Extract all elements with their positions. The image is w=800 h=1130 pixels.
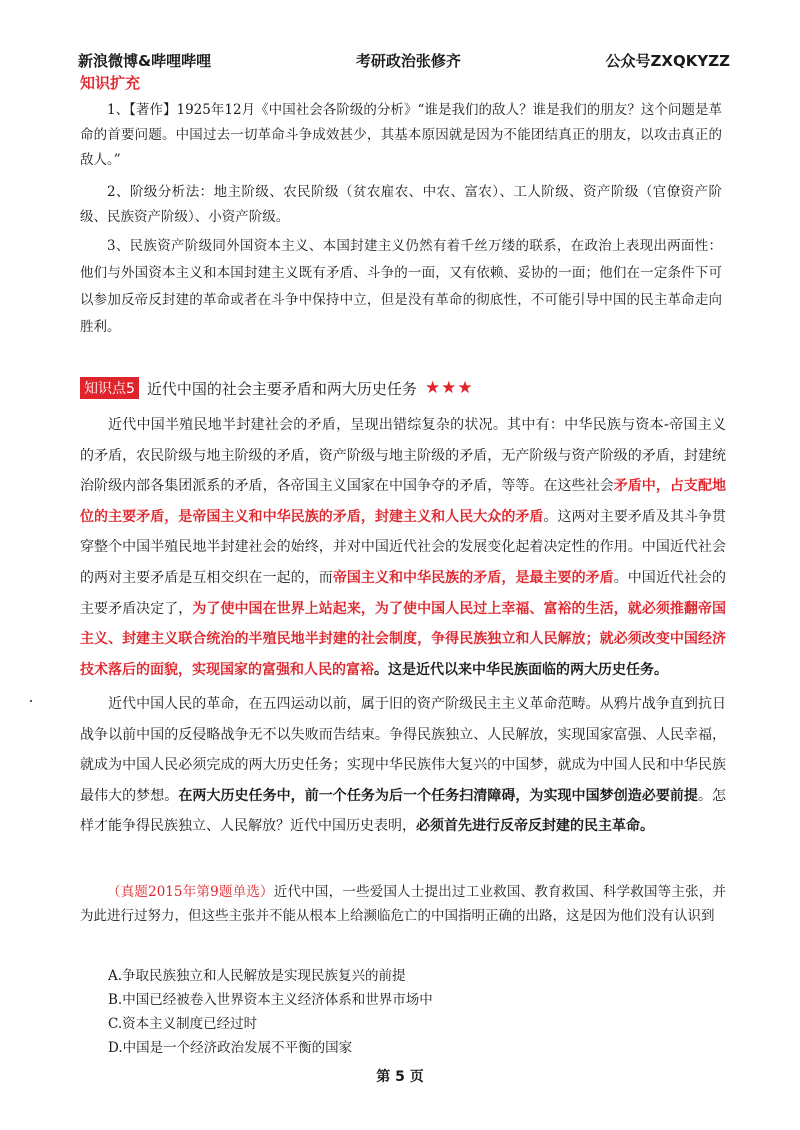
- text-segment: 近代中国半殖民地半封建社会的矛盾，呈现出错综复杂的状况。其中有：中华民族与资本-帝国主义的矛盾，农民阶级与地主阶级的矛盾，资产阶级与地主阶级的矛盾，无产阶级与资产阶级的矛盾，封建统治阶级内部各集团派系的矛盾，各帝国主义国家在中国争夺的矛盾，等等。在这些社会: [80, 417, 726, 495]
- extension-item-2: 2、阶级分析法：地主阶级、农民阶级（贫农雇农、中农、富农）、工人阶级、资产阶级（官僚资产阶级、民族资产阶级）、小资产阶级。: [80, 184, 722, 225]
- main-contradiction-paragraph: [80, 410, 726, 685]
- page-number: 第 5 页: [376, 1069, 424, 1085]
- option-c: C.资本主义制度已经过时: [108, 1016, 258, 1032]
- text-segment: 近代中国人民的革命，在五四运动以前，属于旧的资产阶级民主主义革命范畴。从鸦片战争直到抗日战争以前中国的反侵略战争无不以失败而告结束。争得民族独立、人民解放，实现国家富强、人民幸福，就成为中国人民必须完成的两大历史任务；实现中华民族伟大复兴的中国梦，就成为中国人民和中华民族最伟大的梦想。: [80, 696, 726, 804]
- bold-text: 。这是近代以来中华民族面临的两大历史任务。: [374, 661, 668, 678]
- highlight-text: 占支配地位的主要矛盾，是帝国主义和中华民族的矛盾，封建主义和人民大众的矛盾: [80, 478, 727, 525]
- text-segment: 。怎样才能争得民族独立、人民解放？近代中国历史表明，: [80, 787, 727, 835]
- extension-item-1: 1、【著作】1925年12月《中国社会各阶级的分析》“谁是我们的敌人？谁是我们的朋友？这个问题是革命的首要问题。中国过去一切革命斗争成效甚少，其基本原因就是因为不能团结真正的朋友，以攻击真正的敌人。”: [80, 102, 722, 168]
- exam-question-tag: （真题2015年第9题单选）: [107, 884, 274, 900]
- extension-title: 知识扩充: [80, 74, 141, 92]
- option-b: B.中国已经被卷入世界资本主义经济体系和世界市场中: [108, 992, 433, 1008]
- star-rating-icon: ★★★: [424, 378, 474, 398]
- scan-speck: [30, 700, 32, 702]
- exam-question-options: [108, 964, 433, 1060]
- knowledge-point-heading: [80, 377, 474, 399]
- highlight-text: 帝国主义和中华民族的矛盾，是最主要的矛盾: [332, 569, 614, 586]
- text-segment: 。这两对主要矛盾及其斗争贯穿整个中国半殖民地半封建社会的始终，并对中国近代社会的发展变化起着决定性的作用。中国近代社会的两对主要矛盾是互相交织在一起的，而: [80, 508, 727, 586]
- option-d: D.中国是一个经济政治发展不平衡的国家: [108, 1040, 353, 1056]
- bold-text: 在两大历史任务中，前一个任务为后一个任务扫清障碍，为实现中国梦创造必要前提: [178, 787, 698, 804]
- exam-question-text: 近代中国，一些爱国人士提出过工业救国、教育救国、科学救国等主张，并为此进行过努力，但这些主张并不能从根本上给濒临危亡的中国指明正确的出路，这是因为他们没有认识到: [80, 884, 726, 924]
- option-a: A.争取民族独立和人民解放是实现民族复兴的前提: [108, 968, 406, 984]
- extension-item-3: 3、民族资产阶级同外国资本主义、本国封建主义仍然有着千丝万缕的联系，在政治上表现出两面性：他们与外国资本主义和本国封建主义既有矛盾、斗争的一面，又有依赖、妥协的一面；他们在一定条件下可以参加反帝反封建的革命或者在斗争中保持中立，但是没有革命的彻底性，不可能引导中国的民主革命走向胜利。: [80, 238, 722, 335]
- highlight-text: 矛盾中，: [613, 478, 670, 495]
- knowledge-point-title: 近代中国的社会主要矛盾和两大历史任务: [146, 379, 417, 398]
- highlight-text: 为了使中国在世界上站起来，为了使中国人民过上幸福、富裕的生活，就必须推翻帝国主义、封建主义联合统治的半殖民地半封建的社会制度，争得民族独立和人民解放；就必须改变中国经济技术落后的面貌，实现国家的富强和人民的富裕: [80, 600, 727, 678]
- text-segment: 。中国近代社会的主要矛盾决定了，: [80, 569, 727, 617]
- exam-question-stem: [80, 880, 726, 928]
- header-wechat-account: 公众号ZXQKYZZ: [605, 51, 730, 70]
- page-header: [78, 48, 730, 72]
- knowledge-point-badge: 知识点5: [80, 377, 139, 399]
- revolution-paragraph: [80, 689, 726, 842]
- bold-text: 必须首先进行反帝反封建的民主革命。: [416, 818, 654, 835]
- header-author: 考研政治张修齐: [355, 51, 461, 70]
- header-weibo-bilibili: 新浪微博&哔哩哔哩: [78, 51, 212, 70]
